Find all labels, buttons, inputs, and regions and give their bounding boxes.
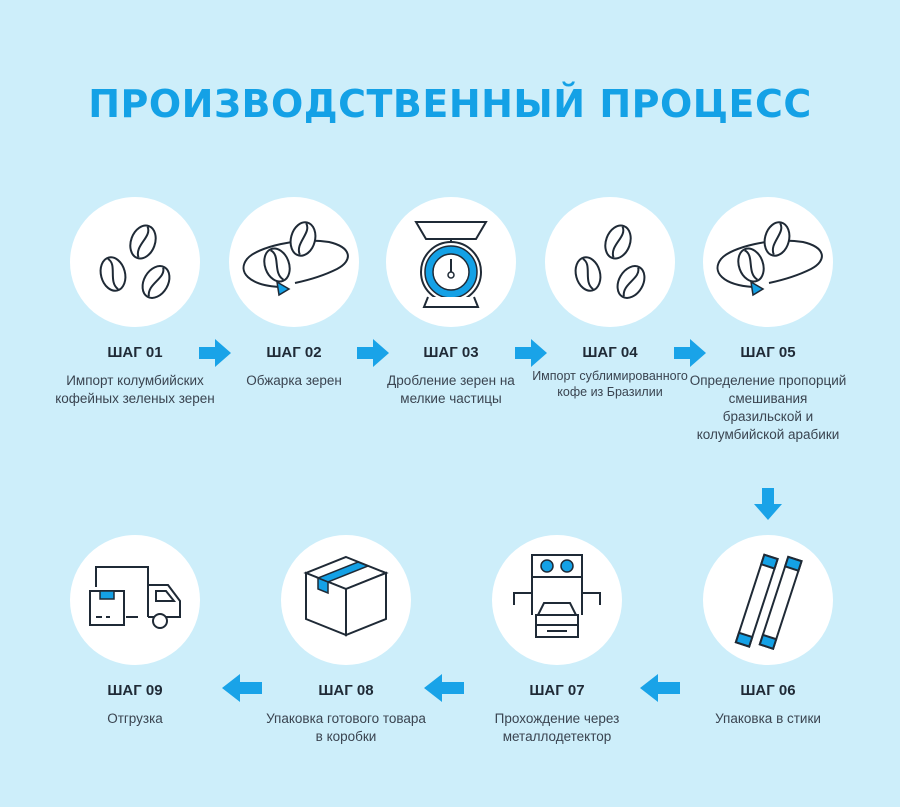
step-05-description: Определение пропорций смешивания бразильской и колумбийской арабики xyxy=(689,373,847,442)
step-05-label: ШАГ 05 xyxy=(740,344,796,361)
box-icon xyxy=(281,535,411,665)
step-06-label: ШАГ 06 xyxy=(740,682,796,699)
step-02-label: ШАГ 02 xyxy=(266,344,322,361)
step-07-description: Прохождение через металлодетектор xyxy=(494,711,620,744)
step-06-description: Упаковка в стики xyxy=(715,711,821,726)
step-04-description: Импорт сублимированного кофе из Бразилии xyxy=(532,369,688,399)
step-07-circle xyxy=(492,535,622,665)
arrow-right-icon xyxy=(674,339,708,367)
roasting-icon xyxy=(229,197,359,327)
step-03-description: Дробление зерен на мелкие частицы xyxy=(387,373,515,406)
step-01-circle xyxy=(70,197,200,327)
sticks-icon xyxy=(703,535,833,665)
grinder-scale-icon xyxy=(386,197,516,327)
arrow-right-icon xyxy=(357,339,391,367)
step-03-label: ШАГ 03 xyxy=(423,344,479,361)
arrow-left-icon xyxy=(424,674,464,702)
arrow-right-icon xyxy=(515,339,549,367)
step-08-description: Упаковка готового товара в коробки xyxy=(266,711,426,744)
step-04-circle xyxy=(545,197,675,327)
step-06-circle xyxy=(703,535,833,665)
arrow-down-icon xyxy=(754,488,782,522)
metal-detector-icon xyxy=(492,535,622,665)
step-03-circle xyxy=(386,197,516,327)
step-05-circle xyxy=(703,197,833,327)
step-09-circle xyxy=(70,535,200,665)
truck-icon xyxy=(70,535,200,665)
arrow-left-icon xyxy=(222,674,262,702)
step-04-label: ШАГ 04 xyxy=(582,344,638,361)
arrow-left-icon xyxy=(640,674,680,702)
arrow-right-icon xyxy=(199,339,233,367)
step-02-description: Обжарка зерен xyxy=(246,373,342,388)
step-02-circle xyxy=(229,197,359,327)
coffee-beans-icon xyxy=(545,197,675,327)
step-01-label: ШАГ 01 xyxy=(107,344,163,361)
step-09-description: Отгрузка xyxy=(107,711,163,726)
step-01-description: Импорт колумбийских кофейных зеленых зерен xyxy=(55,373,215,406)
step-07-label: ШАГ 07 xyxy=(529,682,585,699)
blending-icon xyxy=(703,197,833,327)
step-08-circle xyxy=(281,535,411,665)
page-title: ПРОИЗВОДСТВЕННЫЙ ПРОЦЕСС xyxy=(88,82,812,126)
coffee-beans-icon xyxy=(70,197,200,327)
step-08-label: ШАГ 08 xyxy=(318,682,374,699)
step-09-label: ШАГ 09 xyxy=(107,682,163,699)
